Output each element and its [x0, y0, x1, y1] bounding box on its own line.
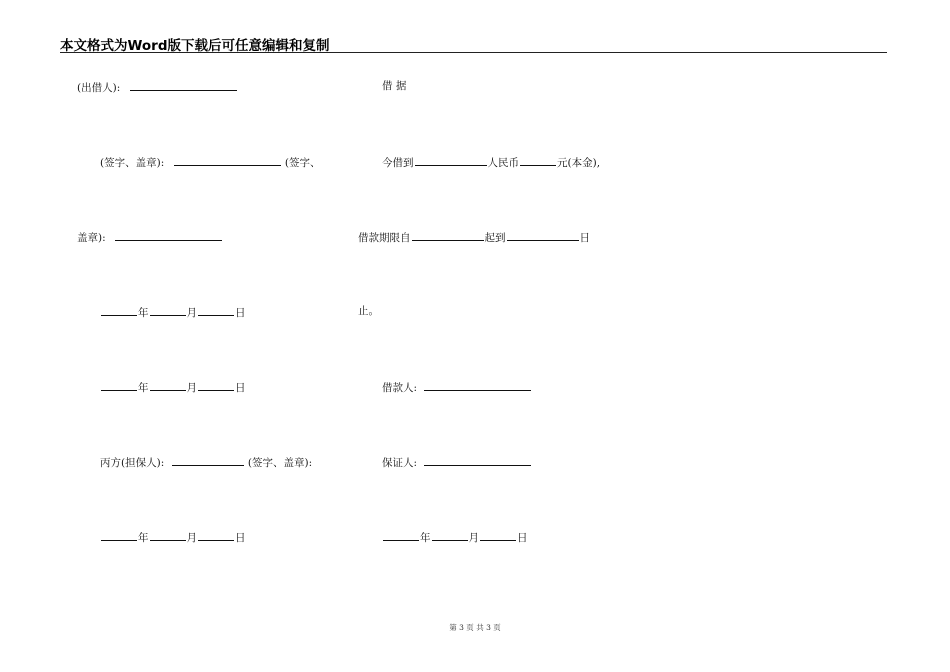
term-mid: 起到 — [484, 232, 506, 244]
date-line-2 — [100, 380, 246, 394]
day-blank[interactable] — [198, 530, 234, 541]
term-end-blank[interactable] — [507, 230, 579, 241]
day-label: 日 — [235, 307, 246, 319]
page-number-footer: 第 3 页 共 3 页 — [449, 623, 501, 632]
guarantor-line — [100, 455, 312, 469]
guarantor-blank[interactable] — [172, 455, 244, 466]
document-header-title: 本文格式为Word版下载后可任意编辑和复制 — [60, 38, 330, 54]
month-blank[interactable] — [150, 380, 186, 391]
day-blank[interactable] — [198, 380, 234, 391]
seal-label: 盖章): — [77, 232, 106, 244]
year-blank[interactable] — [101, 305, 137, 316]
borrower-label: 借款人: — [382, 382, 418, 394]
year-label: 年 — [138, 307, 149, 319]
month-blank[interactable] — [150, 305, 186, 316]
day-label: 日 — [235, 382, 246, 394]
year-label: 年 — [138, 382, 149, 394]
year-label: 年 — [138, 532, 149, 544]
right-date-line — [382, 530, 528, 544]
year-blank[interactable] — [101, 530, 137, 541]
seal-line — [77, 230, 223, 244]
month-label: 月 — [186, 307, 197, 319]
right-guarantor-blank[interactable] — [424, 455, 531, 466]
right-guarantor-line — [382, 455, 532, 469]
borrower-line — [382, 380, 532, 394]
year-blank[interactable] — [383, 530, 419, 541]
sign-blank[interactable] — [174, 155, 281, 166]
term-end-text: 止。 — [358, 305, 379, 317]
guarantor-label: 丙方(担保人): — [100, 457, 165, 469]
amount-blank[interactable] — [520, 155, 556, 166]
date-line-3 — [100, 530, 246, 544]
lender-name-blank[interactable] — [415, 155, 487, 166]
sign-label: (签字、盖章): — [100, 157, 165, 169]
guarantor-sign-label: (签字、盖章): — [247, 457, 313, 469]
day-label: 日 — [517, 532, 528, 544]
receipt-title: 借 据 — [382, 80, 407, 92]
term-prefix: 借款期限自 — [358, 232, 411, 244]
sign-open-label: (签字、 — [284, 157, 321, 169]
header-rule — [60, 52, 887, 53]
borrower-blank[interactable] — [424, 380, 531, 391]
term-day: 日 — [579, 232, 590, 244]
year-blank[interactable] — [101, 380, 137, 391]
month-label: 月 — [468, 532, 479, 544]
lender-blank[interactable] — [130, 80, 237, 91]
seal-blank[interactable] — [115, 230, 222, 241]
day-blank[interactable] — [480, 530, 516, 541]
borrow-prefix: 今借到 — [382, 157, 414, 169]
month-blank[interactable] — [150, 530, 186, 541]
day-label: 日 — [235, 532, 246, 544]
borrow-line — [382, 155, 600, 169]
month-blank[interactable] — [432, 530, 468, 541]
term-line — [358, 230, 590, 244]
lender-line — [77, 80, 238, 94]
borrow-yuan: 元(本金), — [557, 157, 601, 169]
lender-label: (出借人): — [77, 82, 121, 94]
borrow-rmb: 人民币 — [487, 157, 519, 169]
month-label: 月 — [186, 382, 197, 394]
right-guarantor-label: 保证人: — [382, 457, 418, 469]
term-start-blank[interactable] — [412, 230, 484, 241]
day-blank[interactable] — [198, 305, 234, 316]
year-label: 年 — [420, 532, 431, 544]
date-line-1 — [100, 305, 246, 319]
sign-line — [100, 155, 321, 169]
month-label: 月 — [186, 532, 197, 544]
